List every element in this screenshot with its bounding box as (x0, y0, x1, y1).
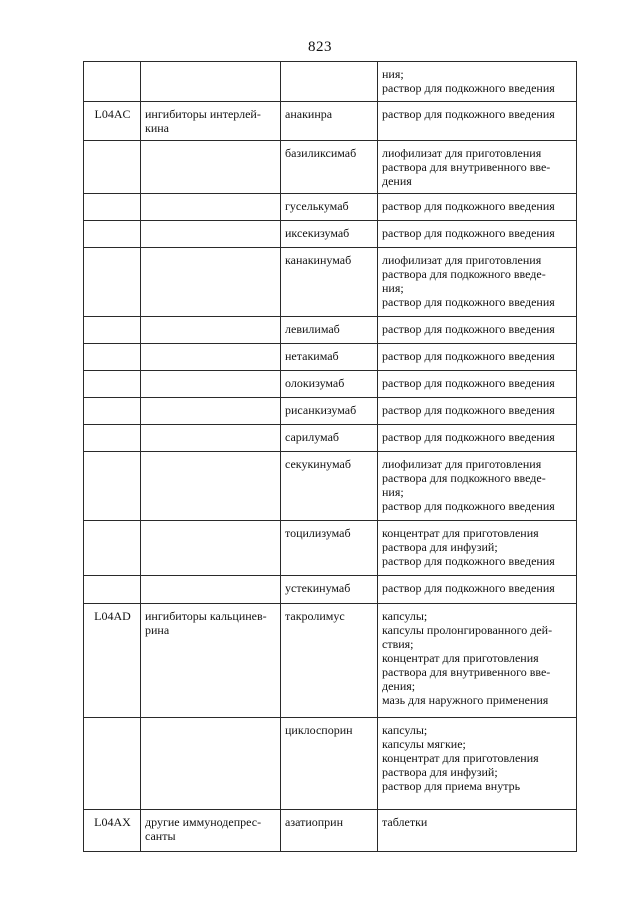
drug-name-cell: базиликсимаб (281, 141, 378, 194)
drug-table-body (84, 62, 577, 852)
table-row (84, 452, 577, 521)
pharmacological-group-cell (141, 452, 281, 521)
drug-name-cell: секукинумаб (281, 452, 378, 521)
atc-code-cell (84, 221, 141, 248)
dosage-form-cell: концентрат для приготовления раствора для инфузий; раствор для подкожного введения (378, 521, 577, 576)
table-row (84, 141, 577, 194)
atc-code-cell (84, 248, 141, 317)
drug-name-cell: канакинумаб (281, 248, 378, 317)
dosage-form-cell: раствор для подкожного введения (378, 425, 577, 452)
pharmacological-group-cell (141, 317, 281, 344)
pharmacological-group-cell (141, 576, 281, 604)
drug-name-cell: сарилумаб (281, 425, 378, 452)
atc-code-cell (84, 317, 141, 344)
dosage-form-cell: лиофилизат для приготовления раствора для подкожного введе- ния; раствор для подкожного введения (378, 452, 577, 521)
dosage-form-cell: раствор для подкожного введения (378, 576, 577, 604)
pharmacological-group-cell (141, 62, 281, 102)
table-row (84, 62, 577, 102)
atc-code-cell (84, 141, 141, 194)
drug-name-cell: олокизумаб (281, 371, 378, 398)
drug-name-cell: рисанкизумаб (281, 398, 378, 425)
table-row (84, 371, 577, 398)
atc-code-cell (84, 576, 141, 604)
page-number: 823 (308, 39, 332, 55)
dosage-form-cell: капсулы; капсулы мягкие; концентрат для приготовления раствора для инфузий; раствор для приема внутрь (378, 718, 577, 810)
drug-name-cell: гуселькумаб (281, 194, 378, 221)
dosage-form-cell: раствор для подкожного введения (378, 194, 577, 221)
table-row (84, 521, 577, 576)
drug-name-cell: левилимаб (281, 317, 378, 344)
drug-name-cell: иксекизумаб (281, 221, 378, 248)
pharmacological-group-cell: ингибиторы интерлей- кина (141, 102, 281, 141)
table-row (84, 248, 577, 317)
drug-name-cell: нетакимаб (281, 344, 378, 371)
drug-name-cell: азатиоприн (281, 810, 378, 852)
table-row (84, 102, 577, 141)
dosage-form-cell: капсулы; капсулы пролонгированного дей- ствия; концентрат для приготовления раствора для внутривенного вве- дения; мазь для наружного применения (378, 604, 577, 718)
dosage-form-cell: раствор для подкожного введения (378, 398, 577, 425)
pharmacological-group-cell: другие иммунодепрес- санты (141, 810, 281, 852)
atc-code-cell: L04AD (84, 604, 141, 718)
atc-code-cell (84, 425, 141, 452)
pharmacological-group-cell (141, 371, 281, 398)
pharmacological-group-cell (141, 718, 281, 810)
pharmacological-group-cell (141, 221, 281, 248)
pharmacological-group-cell: ингибиторы кальцинев- рина (141, 604, 281, 718)
atc-code-cell: L04AC (84, 102, 141, 141)
dosage-form-cell: лиофилизат для приготовления раствора для подкожного введе- ния; раствор для подкожного введения (378, 248, 577, 317)
atc-code-cell (84, 344, 141, 371)
dosage-form-cell: раствор для подкожного введения (378, 317, 577, 344)
dosage-form-cell: раствор для подкожного введения (378, 344, 577, 371)
pharmacological-group-cell (141, 398, 281, 425)
drug-name-cell: такролимус (281, 604, 378, 718)
pharmacological-group-cell (141, 141, 281, 194)
pharmacological-group-cell (141, 344, 281, 371)
table-row (84, 194, 577, 221)
table-row (84, 398, 577, 425)
atc-code-cell (84, 371, 141, 398)
atc-code-cell (84, 194, 141, 221)
drug-name-cell (281, 62, 378, 102)
pharmacological-group-cell (141, 194, 281, 221)
table-row (84, 718, 577, 810)
dosage-form-cell: лиофилизат для приготовления раствора для внутривенного вве- дения (378, 141, 577, 194)
atc-code-cell (84, 398, 141, 425)
dosage-form-cell: ния; раствор для подкожного введения (378, 62, 577, 102)
atc-code-cell (84, 62, 141, 102)
drug-name-cell: устекинумаб (281, 576, 378, 604)
dosage-form-cell: раствор для подкожного введения (378, 371, 577, 398)
drug-name-cell: анакинра (281, 102, 378, 141)
dosage-form-cell: раствор для подкожного введения (378, 221, 577, 248)
pharmacological-group-cell (141, 425, 281, 452)
dosage-form-cell: раствор для подкожного введения (378, 102, 577, 141)
atc-code-cell (84, 452, 141, 521)
table-row (84, 221, 577, 248)
table-row (84, 576, 577, 604)
drug-name-cell: тоцилизумаб (281, 521, 378, 576)
table-row (84, 810, 577, 852)
drug-table (83, 61, 577, 852)
table-row (84, 425, 577, 452)
dosage-form-cell: таблетки (378, 810, 577, 852)
pharmacological-group-cell (141, 521, 281, 576)
drug-name-cell: циклоспорин (281, 718, 378, 810)
table-row (84, 317, 577, 344)
pharmacological-group-cell (141, 248, 281, 317)
table-row (84, 604, 577, 718)
atc-code-cell (84, 718, 141, 810)
table-row (84, 344, 577, 371)
atc-code-cell (84, 521, 141, 576)
atc-code-cell: L04AX (84, 810, 141, 852)
